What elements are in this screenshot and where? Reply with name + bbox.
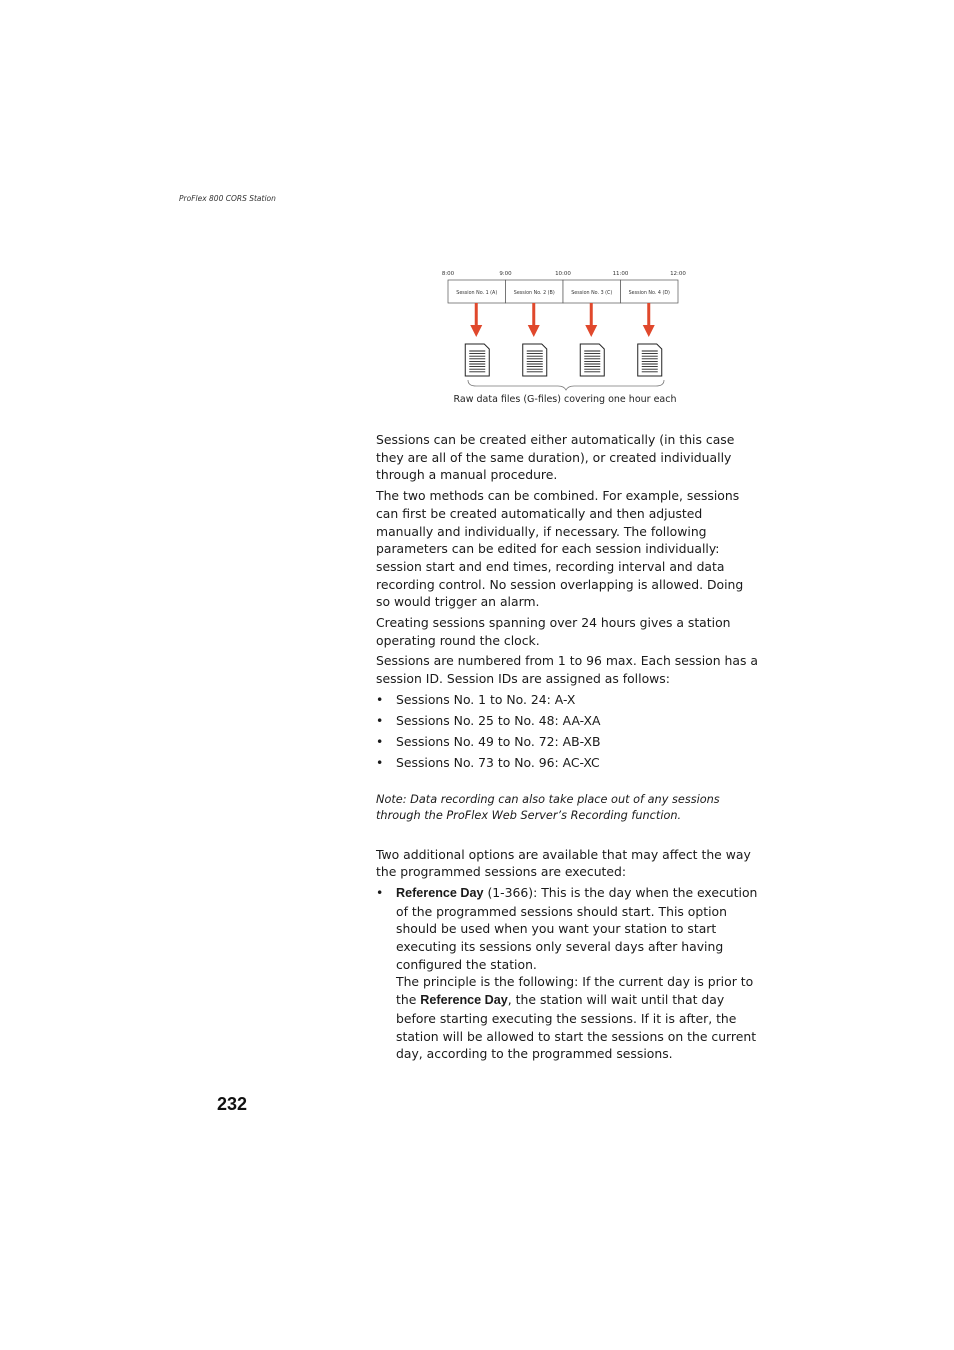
session-label: Session No. 1 (A) — [456, 291, 498, 296]
time-label: 11:00 — [612, 271, 629, 277]
paragraph-2: The two methods can be combined. For example, sessions can first be created automatically and then adjusted manually and individually, if necessary. The following parameters can be edited for each session individually: session start and end times, recording interval and data recording control. No session overlapping is allowed. Doing so would trigger an alarm. — [376, 488, 744, 610]
main-text — [376, 431, 758, 1066]
paragraph-4: Sessions are numbered from 1 to 96 max. Each session has a session ID. Session IDs are assigned as follows: — [376, 653, 758, 687]
time-label: 12:00 — [670, 271, 686, 277]
bullet: • — [376, 691, 384, 707]
paragraph-1: Sessions can be created either automatically (in this case they are all of the same duration), or created individually through a manual procedure. — [376, 432, 735, 483]
list-item-text: Sessions No. 49 to No. 72: AB-XB — [396, 733, 601, 749]
principle-text-b: , the station will wait until that day before starting executing the sessions. If it is after, the station will be allowed to start the sessions on the current day, according to the programmed sessions. — [396, 992, 757, 1062]
paragraph-5: Two additional options are available that may affect the way the programmed sessions are executed: — [376, 846, 751, 880]
arrow-head — [470, 325, 482, 337]
time-label: 9:00 — [499, 271, 512, 277]
bullet: • — [376, 712, 384, 728]
file-icon — [465, 344, 489, 376]
reference-day-term-2: Reference Day — [420, 993, 508, 1008]
session-label: Session No. 4 (D) — [628, 291, 670, 296]
arrow-shaft — [475, 303, 478, 326]
file-icon — [580, 344, 604, 376]
session-label: Session No. 2 (B) — [513, 291, 555, 296]
bullet: • — [376, 733, 384, 749]
note: Note: Data recording can also take place out of any sessions through the ProFlex Web Server’s Recording function. — [376, 792, 720, 822]
reference-day-text: (1-366): This is the day when the execution of the programmed sessions should start. This option should be used when you want your station to start executing its sessions only several days after having configured the station. — [396, 884, 758, 972]
time-label: 8:00 — [441, 271, 455, 277]
time-label: 10:00 — [555, 271, 571, 277]
session-diagram — [430, 262, 700, 412]
paragraph-3: Creating sessions spanning over 24 hours gives a station operating round the clock. — [376, 615, 731, 648]
list-item — [376, 733, 758, 751]
arrow-shaft — [590, 303, 593, 326]
arrow-head — [528, 325, 540, 337]
list-item — [376, 884, 758, 1063]
page-number: 232 — [217, 1094, 248, 1114]
file-icon — [523, 344, 547, 376]
session-id-list — [376, 691, 758, 772]
session-label: Session No. 3 (C) — [571, 291, 613, 296]
list-item — [376, 691, 758, 709]
list-item-text: Sessions No. 73 to No. 96: AC-XC — [396, 754, 600, 770]
list-item — [376, 754, 758, 772]
arrow-shaft — [647, 303, 650, 326]
list-item-text: Sessions No. 1 to No. 24: A-X — [396, 691, 576, 707]
diagram-caption: Raw data files (G-files) covering one hour each — [453, 394, 677, 405]
running-header: ProFlex 800 CORS Station — [179, 194, 276, 203]
file-icon — [638, 344, 662, 376]
list-item-text: Sessions No. 25 to No. 48: AA-XA — [396, 712, 601, 728]
principle-text-a: The principle is the following: If the current day is prior to the — [396, 974, 754, 1008]
options-list — [376, 884, 758, 1063]
principle-paragraph — [396, 973, 758, 1063]
bullet: • — [376, 884, 384, 900]
arrow-head — [643, 325, 655, 337]
arrow-head — [585, 325, 597, 337]
reference-day-term: Reference Day — [396, 885, 484, 900]
brace — [468, 380, 664, 390]
list-item — [376, 712, 758, 730]
arrow-shaft — [532, 303, 535, 326]
bullet: • — [376, 754, 384, 770]
